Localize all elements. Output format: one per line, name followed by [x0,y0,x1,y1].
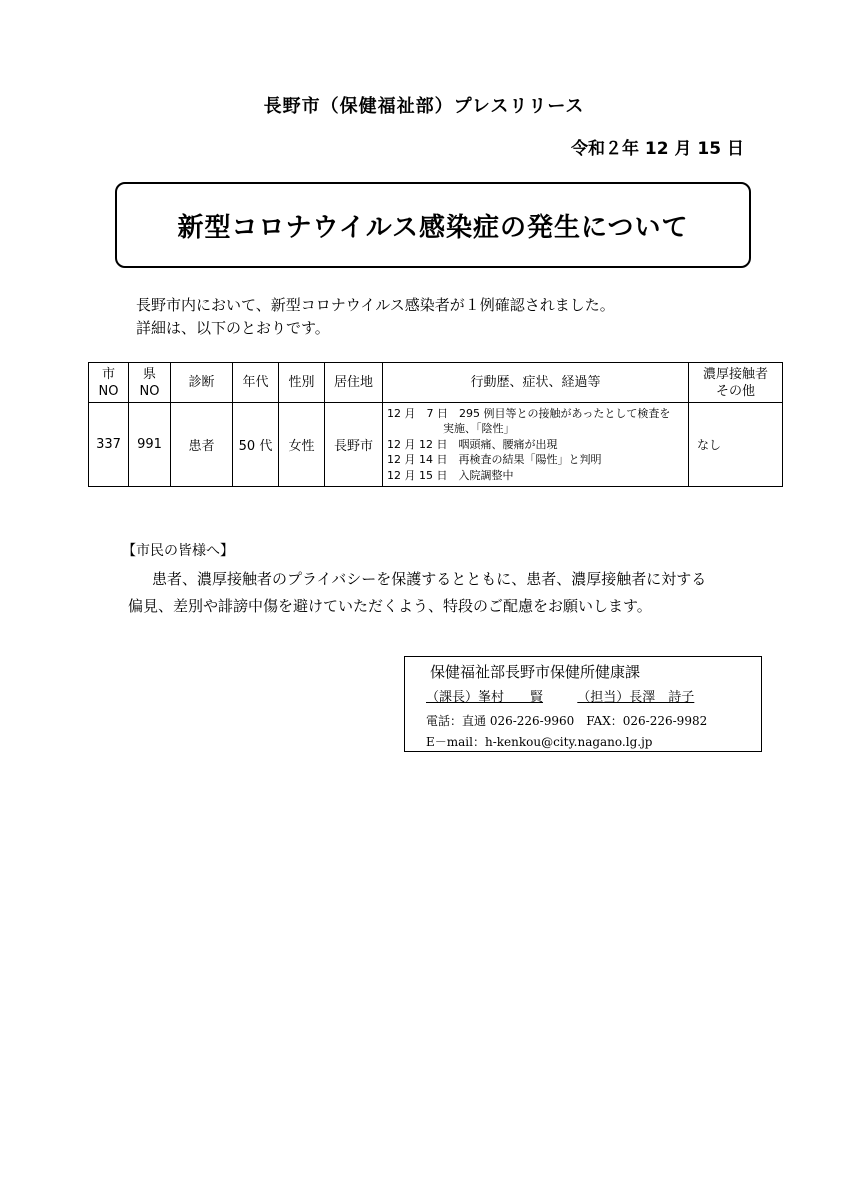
contact-person-in-charge: （担当）長澤 詩子 [577,690,695,705]
col-history: 行動歴、症状、経過等 [383,363,689,403]
history-line: 12 月 7 日 295 例目等との接触があったとして検査を [387,406,671,420]
cell-diagnosis: 患者 [171,403,233,487]
col-sex: 性別 [279,363,325,403]
col-contacts [689,363,783,403]
table-header-row [89,363,783,403]
col-age: 年代 [233,363,279,403]
col-contacts-line-1: 濃厚接触者 [702,366,768,382]
col-residence: 居住地 [325,363,383,403]
main-title-box [115,182,751,268]
history-line: 実施、「陰性」 [443,422,515,436]
contact-phone: 電話：直通 026-226-9960 FAX：026-226-9982 [426,714,708,728]
table-row [89,403,783,487]
col-diagnosis: 診断 [171,363,233,403]
cell-contacts: なし [689,403,783,487]
cell-city-no: 337 [89,403,129,487]
cell-age: 50 代 [233,403,279,487]
notice-heading: 【市民の皆様へ】 [122,543,234,559]
case-table [88,362,783,487]
notice-body [122,566,706,620]
intro-line-1: 長野市内において、新型コロナウイルス感染者が１例確認されました。 [136,296,615,314]
cell-residence: 長野市 [325,403,383,487]
col-pref-no [129,363,171,403]
contact-department: 保健福祉部長野市保健所健康課 [430,663,641,681]
col-pref-no-line-1: 県 [142,366,156,382]
history-line: 12 月 12 日 咽頭痛、腰痛が出現 [387,437,558,451]
press-release-header: 長野市（保健福祉部）プレスリリース [263,96,585,117]
contact-info-box [404,656,762,752]
notice-line-1: 患者、濃厚接触者のプライバシーを保護するとともに、患者、濃厚接触者に対する [152,570,707,588]
intro-text [136,294,615,340]
col-city-no-line-1: 市 [101,366,115,382]
contact-email: E－mail：h-kenkou@city.nagano.lg.jp [426,735,653,749]
cell-sex: 女性 [279,403,325,487]
intro-line-2: 詳細は、以下のとおりです。 [136,319,330,337]
contact-staff [426,686,694,705]
col-city-no-line-2: NO [98,383,119,399]
notice-line-2: 偏見、差別や誹謗中傷を避けていただくよう、特段のご配慮をお願いします。 [128,597,652,615]
history-line: 12 月 15 日 入院調整中 [387,468,514,482]
cell-history [383,403,689,487]
history-line: 12 月 14 日 再検査の結果「陽性」と判明 [387,453,602,467]
col-contacts-line-2: その他 [715,383,755,399]
col-city-no [89,363,129,403]
contact-chief: （課長）峯村 賢 [426,690,544,705]
release-date: 令和２年 12 月 15 日 [571,139,744,159]
cell-pref-no: 991 [129,403,171,487]
main-title: 新型コロナウイルス感染症の発生について [177,212,689,243]
col-pref-no-line-2: NO [139,383,160,399]
